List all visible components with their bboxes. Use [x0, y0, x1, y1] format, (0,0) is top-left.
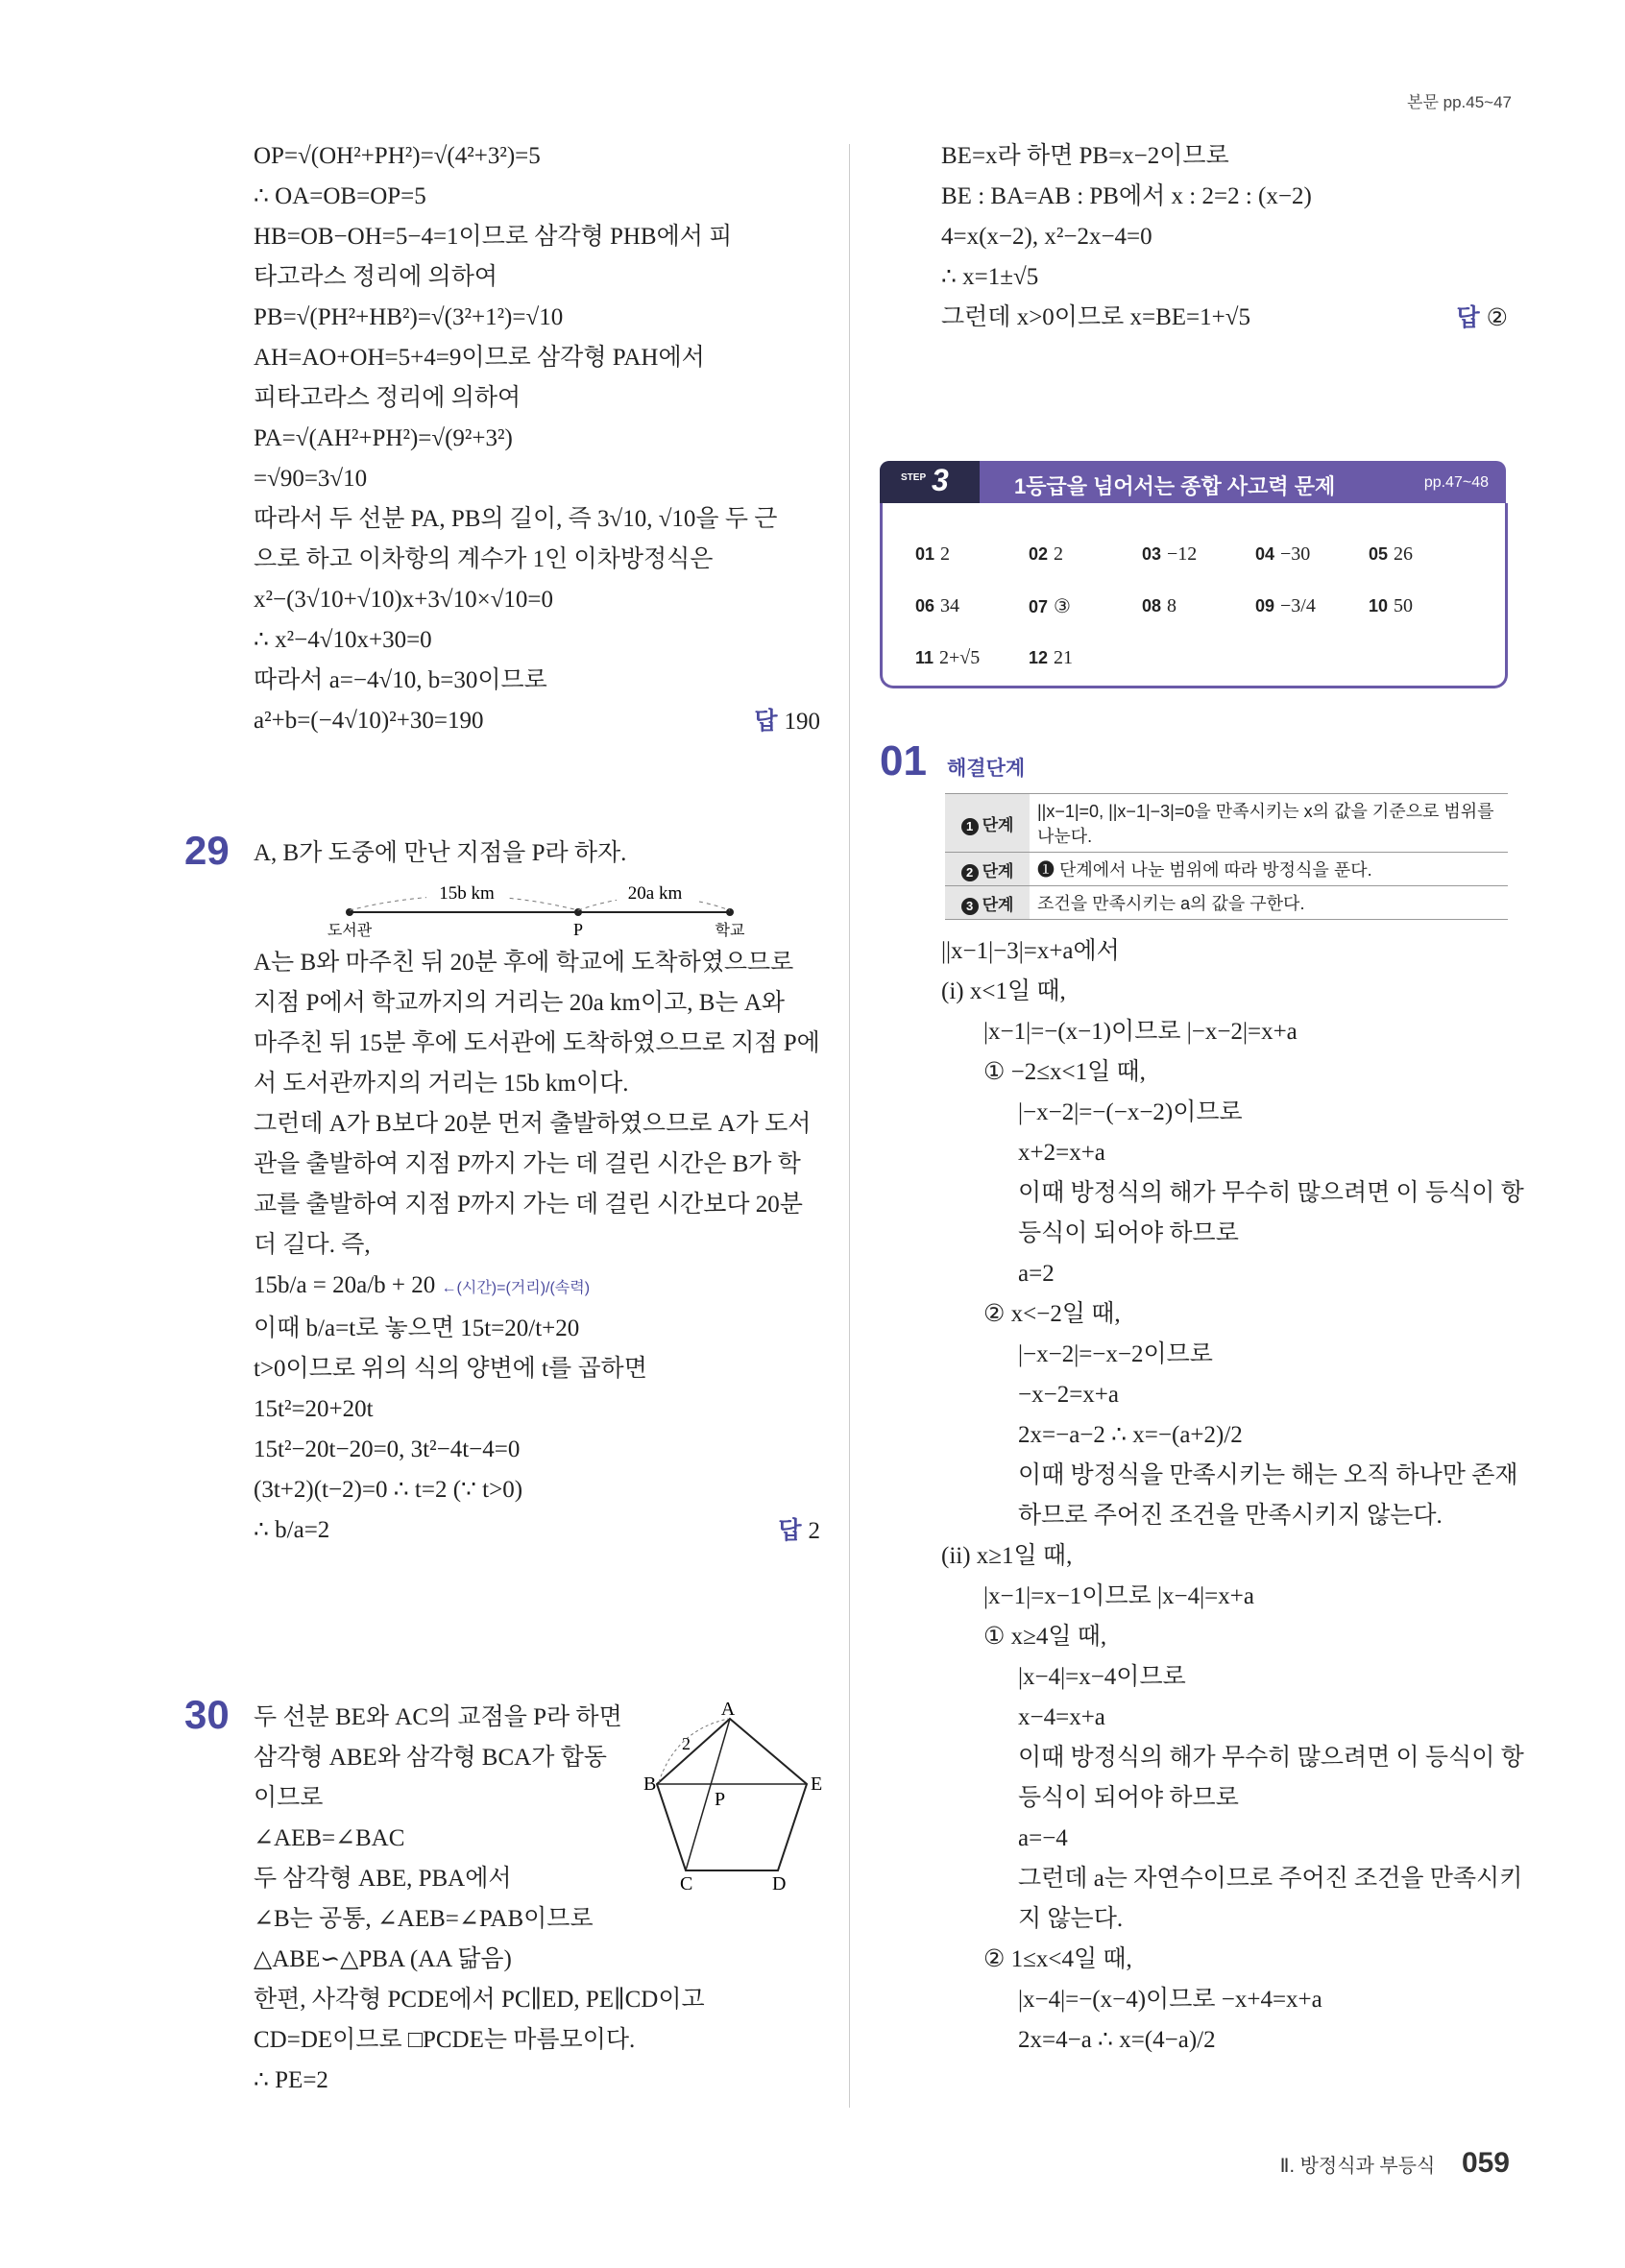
step3-pages: pp.47~48 [1423, 474, 1489, 491]
text-line: PA=√(AH²+PH²)=√(9²+3²) [254, 425, 513, 451]
number-line-diagram [254, 878, 820, 937]
text-line: =√90=3√10 [254, 466, 368, 492]
answer-item: 12 21 [1029, 646, 1074, 668]
text-line: 15t²−20t−20=0, 3t²−4t−4=0 [254, 1436, 521, 1462]
answer-item: 09 −3/4 [1255, 594, 1316, 616]
text-line: x²−(3√10+√10)x+3√10×√10=0 [254, 587, 554, 613]
left-column-top [254, 136, 820, 742]
problem-29 [254, 833, 820, 1552]
answer-item: 02 2 [1029, 543, 1064, 565]
answer-row [915, 528, 1492, 580]
right-column-top [941, 136, 1508, 339]
solution-line: |x−1|=x−1이므로 |x−4|=x+a [983, 1583, 1254, 1609]
text-line: 마주친 뒤 15분 후에 도서관에 도착하였으므로 지점 P에 [254, 1030, 820, 1056]
solution-line: |−x−2|=−x−2이므로 [1018, 1341, 1213, 1367]
p29-text [254, 943, 820, 1266]
text-line: ∴ x=1±√5 [941, 264, 1039, 290]
solution-line: (ii) x≥1일 때, [941, 1543, 1073, 1569]
answer-row [915, 632, 1492, 684]
text-line: AH=AO+OH=5+4=9이므로 삼각형 PAH에서 [254, 345, 705, 371]
text-line: 지점 P에서 학교까지의 거리는 20a km이고, B는 A와 [254, 990, 786, 1016]
text-line: ∠AEB=∠BAC [254, 1825, 405, 1851]
step-tag: STEP 3 [880, 461, 980, 503]
answer-item: 06 34 [915, 594, 960, 616]
answer-item: 11 2+√5 [915, 646, 981, 668]
solution-line: 등식이 되어야 하므로 [1018, 1785, 1239, 1811]
text-line: 그런데 A가 B보다 20분 먼저 출발하였으므로 A가 도서 [254, 1111, 812, 1137]
svg-text:D: D [772, 1873, 787, 1894]
solution-line: |−x−2|=−(−x−2)이므로 [1018, 1099, 1243, 1125]
svg-text:B: B [643, 1773, 657, 1795]
pentagon-figure [638, 1701, 830, 1894]
solution-line: 하므로 주어진 조건을 만족시키지 않는다. [1018, 1503, 1443, 1529]
text-line: 따라서 두 선분 PA, PB의 길이, 즉 3√10, √10을 두 근 [254, 506, 778, 532]
text-line: 따라서 a=−4√10, b=30이므로 [254, 667, 547, 693]
step3-header [880, 461, 1506, 503]
solution-line: ② 1≤x<4일 때, [983, 1946, 1132, 1972]
text-line: △ABE∽△PBA (AA 닮음) [254, 1946, 512, 1972]
solution-line: 2x=−a−2 ∴ x=−(a+2)/2 [1018, 1422, 1243, 1448]
solution-line: 그런데 a는 자연수이므로 주어진 조건을 만족시키 [1018, 1866, 1523, 1892]
solution-line: |x−4|=x−4이므로 [1018, 1664, 1186, 1690]
solution-01-lines [941, 931, 1524, 2061]
solution-line: ① x≥4일 때, [983, 1624, 1107, 1650]
solution-line: x+2=x+a [1018, 1140, 1105, 1166]
svg-text:E: E [811, 1773, 823, 1795]
distance-diagram [254, 878, 820, 937]
continued-solution-answer: 그런데 x>0이므로 x=BE=1+√5 답 ② [941, 298, 1508, 339]
text-line: ∴ PE=2 [254, 2067, 328, 2093]
text-line: 이때 b/a=t로 놓으면 15t=20/t+20 [254, 1315, 580, 1341]
text-line: 서 도서관까지의 거리는 15b km이다. [254, 1071, 629, 1097]
text-line: BE=x라 하면 PB=x−2이므로 [941, 143, 1229, 169]
quick-answers [915, 528, 1492, 684]
left-distance-label: 15b km [439, 883, 495, 904]
solution-steps-label: 해결단계 [947, 758, 1026, 780]
solution-line: a=2 [1018, 1261, 1055, 1287]
text-line: ∠B는 공통, ∠AEB=∠PAB이므로 [254, 1906, 594, 1932]
svg-text:A: A [720, 1701, 736, 1720]
answer-item: 03 −12 [1142, 543, 1198, 565]
stage-row: 2 단계 ❶ 단계에서 나눈 범위에 따라 방정식을 푼다. [945, 853, 1508, 886]
text-line: 피타고라스 정리에 의하여 [254, 385, 521, 411]
answer-badge: 답 190 [754, 708, 820, 735]
step3-title: 1등급을 넘어서는 종합 사고력 문제 [1014, 474, 1336, 498]
svg-text:P: P [715, 1789, 726, 1810]
solution-line: 이때 방정식의 해가 무수히 많으려면 이 등식이 항 [1018, 1180, 1524, 1206]
problem-number-30: 30 [184, 1692, 230, 1737]
text-line: 삼각형 ABE와 삼각형 BCA가 합동 [254, 1745, 607, 1771]
text-line: 으로 하고 이차항의 계수가 1인 이차방정식은 [254, 546, 714, 572]
answer-expression: a²+b=(−4√10)²+30=190 [254, 708, 484, 734]
solution-line: −x−2=x+a [1018, 1382, 1119, 1408]
text-line: PB=√(PH²+HB²)=√(3²+1²)=√10 [254, 304, 564, 330]
library-label: 도서관 [327, 923, 373, 937]
solution-line: (i) x<1일 때, [941, 978, 1066, 1004]
chapter-title: Ⅱ. 방정식과 부등식 [1279, 2156, 1436, 2177]
right-distance-label: 20a km [627, 883, 683, 904]
stage-row: 1 단계 ||x−1|=0, ||x−1|−3|=0을 만족시키는 x의 값을 기준으로 범위를 나눈다. [945, 794, 1508, 853]
page-reference: 본문 pp.45~47 [1407, 93, 1512, 111]
text-line: ∴ x²−4√10x+30=0 [254, 627, 432, 653]
solution-stages-table [945, 793, 1508, 920]
page-number: 059 [1461, 2147, 1510, 2179]
solution-line: ① −2≤x<1일 때, [983, 1059, 1146, 1085]
text-line: 두 삼각형 ABE, PBA에서 [254, 1866, 512, 1892]
text-line: 한편, 사각형 PCDE에서 PC∥ED, PE∥CD이고 [254, 1987, 705, 2013]
solution-line: |x−1|=−(x−1)이므로 |−x−2|=x+a [983, 1019, 1298, 1045]
svg-text:C: C [680, 1873, 693, 1894]
answer-item: 05 26 [1369, 543, 1414, 565]
answer-badge: 답 ② [1456, 304, 1508, 331]
solution-line: |x−4|=−(x−4)이므로 −x+4=x+a [1018, 1987, 1322, 2013]
p29-text-2 [254, 1309, 820, 1510]
text-line: 교를 출발하여 지점 P까지 가는 데 걸린 시간보다 20분 [254, 1192, 803, 1218]
p29-equation: 15b/a = 20a/b + 20 ←(시간)=(거리)/(속력) [254, 1272, 591, 1298]
solution-number-01: 01 [880, 737, 927, 784]
solution-line: 이때 방정식을 만족시키는 해는 오직 하나만 존재 [1018, 1462, 1518, 1488]
answer-badge: 답 2 [778, 1517, 820, 1544]
text-line: (3t+2)(t−2)=0 ∴ t=2 (∵ t>0) [254, 1477, 523, 1503]
previous-solution-answer [254, 701, 820, 742]
answer-item: 07 ③ [1029, 595, 1071, 617]
text-line: HB=OB−OH=5−4=1이므로 삼각형 PHB에서 피 [254, 224, 733, 250]
text-line: 4=x(x−2), x²−2x−4=0 [941, 224, 1152, 250]
answer-item: 04 −30 [1255, 543, 1311, 565]
p29-answer: ∴ b/a=2 답 2 [254, 1510, 820, 1552]
text-line: A는 B와 마주친 뒤 20분 후에 학교에 도착하였으므로 [254, 950, 794, 976]
svg-text:2: 2 [682, 1734, 691, 1753]
p29-intro: A, B가 도중에 만난 지점을 P라 하자. [254, 840, 627, 866]
text-line: t>0이므로 위의 식의 양변에 t를 곱하면 [254, 1356, 647, 1382]
answer-item: 10 50 [1369, 594, 1414, 616]
text-line: 더 길다. 즉, [254, 1232, 371, 1258]
text-line: OP=√(OH²+PH²)=√(4²+3²)=5 [254, 143, 541, 169]
solution-line: 2x=4−a ∴ x=(4−a)/2 [1018, 2027, 1216, 2053]
solution-line: 이때 방정식의 해가 무수히 많으려면 이 등식이 항 [1018, 1745, 1524, 1771]
answer-row [915, 580, 1492, 632]
text-line: 15t²=20+20t [254, 1396, 374, 1422]
solution-line: a=−4 [1018, 1825, 1068, 1851]
equation-note: ←(시간)=(거리)/(속력) [441, 1280, 591, 1296]
text-line: BE : BA=AB : PB에서 x : 2=2 : (x−2) [941, 183, 1312, 209]
text-line: 이므로 [254, 1785, 324, 1811]
point-p-label: P [572, 920, 584, 937]
problem-number-29: 29 [184, 828, 230, 873]
text-line: ∴ OA=OB=OP=5 [254, 183, 426, 209]
answer-item: 08 8 [1142, 594, 1177, 616]
text-line: CD=DE이므로 □PCDE는 마름모이다. [254, 2027, 636, 2053]
text-line: 타고라스 정리에 의하여 [254, 264, 498, 290]
solution-line: x−4=x+a [1018, 1704, 1105, 1730]
answer-item: 01 2 [915, 543, 951, 565]
solution-line: 지 않는다. [1018, 1906, 1124, 1932]
previous-solution-lines [254, 136, 820, 701]
column-divider [849, 144, 850, 2108]
solution-line: 등식이 되어야 하므로 [1018, 1220, 1239, 1246]
solution-line: ② x<−2일 때, [983, 1301, 1121, 1327]
page-footer [1280, 2147, 1510, 2180]
step3-answer-box [880, 503, 1508, 688]
text-line: 관을 출발하여 지점 P까지 가는 데 걸린 시간은 B가 학 [254, 1151, 801, 1177]
continued-solution-lines [941, 136, 1508, 298]
school-label: 학교 [715, 923, 745, 937]
text-line: 두 선분 BE와 AC의 교점을 P라 하면 [254, 1704, 622, 1730]
stage-row: 3 단계 조건을 만족시키는 a의 값을 구한다. [945, 886, 1508, 920]
solution-line: ||x−1|−3|=x+a에서 [941, 938, 1120, 964]
